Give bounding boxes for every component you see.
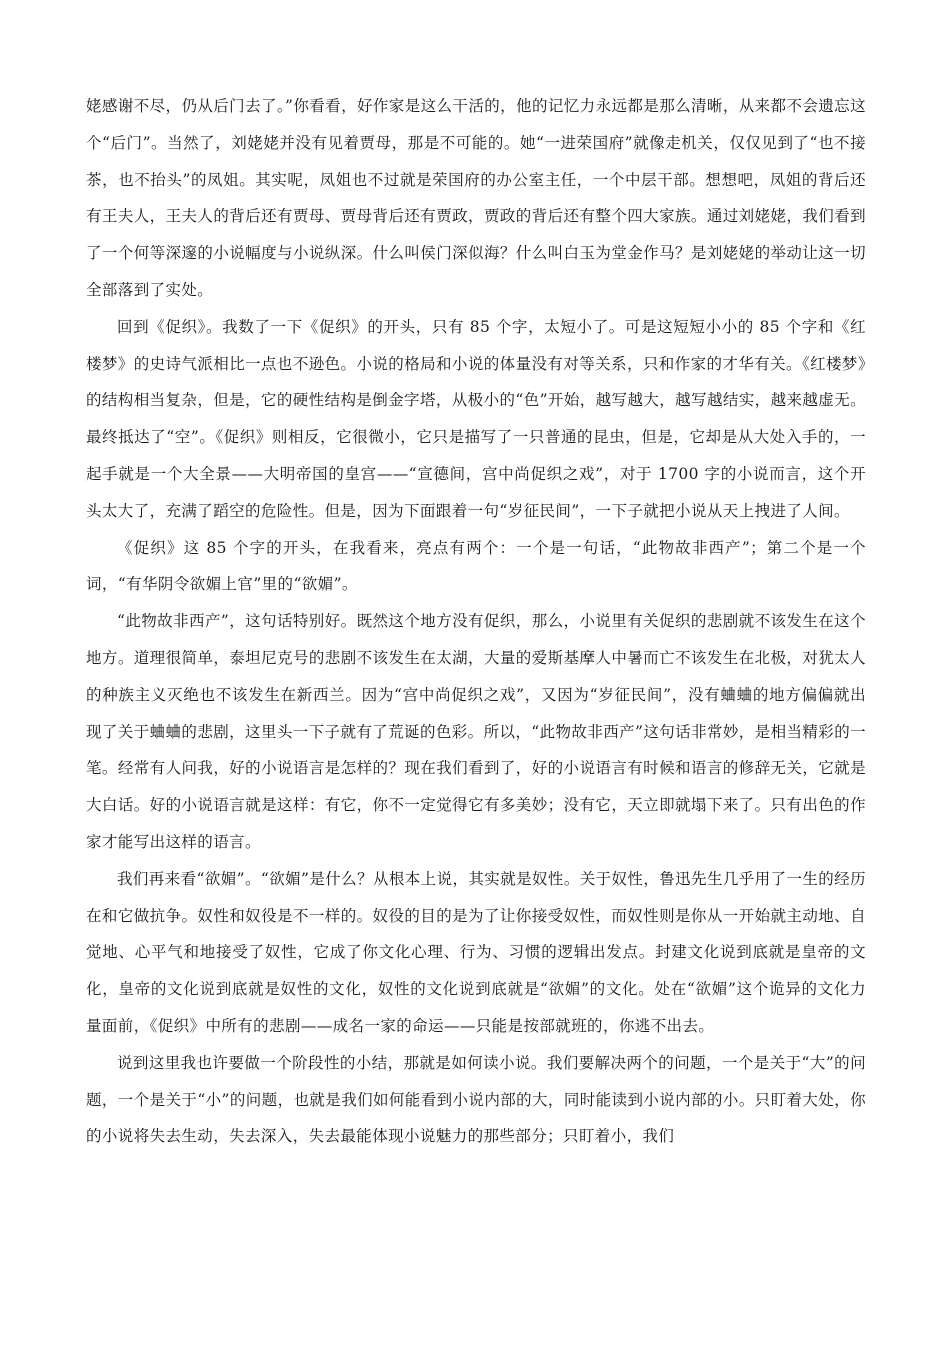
paragraph: 说到这里我也许要做一个阶段性的小结，那就是如何读小说。我们要解决两个的问题，一个是关于“大”的问题，一个是关于“小”的问题，也就是我们如何能看到小说内部的大，同时能读到小说内部的小。只盯着大处，你的小说将失去生动，失去深入，失去最能体现小说魅力的那些部分；只盯着小，我们 <box>86 1053 866 1146</box>
paragraph: 《促织》这 85 个字的开头，在我看来，亮点有两个：一个是一句话，“此物故非西产”；第二个是一个词，“有华阴令欲媚上官”里的“欲媚”。 <box>86 538 866 594</box>
paragraph-continued: 姥感谢不尽，仍从后门去了。”你看看，好作家是这么干活的，他的记忆力永远都是那么清晰，从来都不会遗忘这个“后门”。当然了，刘姥姥并没有见着贾母，那是不可能的。她“一进荣国府”就像走机关，仅仅见到了“也不接茶，也不抬头”的凤姐。其实呢，凤姐也不过就是荣国府的办公室主任，一个中层干部。想想吧，凤姐的背后还有王夫人，王夫人的背后还有贾母、贾母背后还有贾政，贾政的背后还有整个四大家族。通过刘姥姥，我们看到了一个何等深邃的小说幅度与小说纵深。什么叫侯门深似海？什么叫白玉为堂金作马？是刘姥姥的举动让这一切全部落到了实处。 <box>86 97 866 299</box>
paragraph: 我们再来看“欲媚”。“欲媚”是什么？从根本上说，其实就是奴性。关于奴性，鲁迅先生几乎用了一生的经历在和它做抗争。奴性和奴役是不一样的。奴役的目的是为了让你接受奴性，而奴性则是你从一开始就主动地、自觉地、心平气和地接受了奴性，它成了你文化心理、行为、习惯的逻辑出发点。封建文化说到底就是皇帝的文化，皇帝的文化说到底就是奴性的文化，奴性的文化说到底就是“欲媚”的文化。处在“欲媚”这个诡异的文化力量面前，《促织》中所有的悲剧——成名一家的命运——只能是按部就班的，你逃不出去。 <box>86 869 866 1035</box>
paragraph: 回到《促织》。我数了一下《促织》的开头，只有 85 个字，太短小了。可是这短短小小的 85 个字和《红楼梦》的史诗气派相比一点也不逊色。小说的格局和小说的体量没有对等关系，只和作家的才华有关。《红楼梦》的结构相当复杂，但是，它的硬性结构是倒金字塔，从极小的“色”开始，越写越大，越写越结实，越来越虚无。最终抵达了“空”。《促织》则相反，它很微小，它只是描写了一只普通的昆虫，但是，它却是从大处入手的，一起手就是一个大全景——大明帝国的皇宫——“宣德间，宫中尚促织之戏”，对于 1700 字的小说而言，这个开头太大了，充满了蹈空的危险性。但是，因为下面跟着一句“岁征民间”，一下子就把小说从天上拽进了人间。 <box>86 317 866 520</box>
document-body <box>86 88 866 1155</box>
paragraph: “此物故非西产”，这句话特别好。既然这个地方没有促织，那么，小说里有关促织的悲剧就不该发生在这个地方。道理很简单，泰坦尼克号的悲剧不该发生在太湖，大量的爱斯基摩人中暑而亡不该发生在北极，对犹太人的种族主义灭绝也不该发生在新西兰。因为“宫中尚促织之戏”，又因为“岁征民间”，没有蛐蛐的地方偏偏就出现了关于蛐蛐的悲剧，这里头一下子就有了荒诞的色彩。所以，“此物故非西产”这句话非常妙，是相当精彩的一笔。经常有人问我，好的小说语言是怎样的？现在我们看到了，好的小说语言有时候和语言的修辞无关，它就是大白话。好的小说语言就是这样：有它，你不一定觉得它有多美妙；没有它，天立即就塌下来了。只有出色的作家才能写出这样的语言。 <box>86 612 866 851</box>
